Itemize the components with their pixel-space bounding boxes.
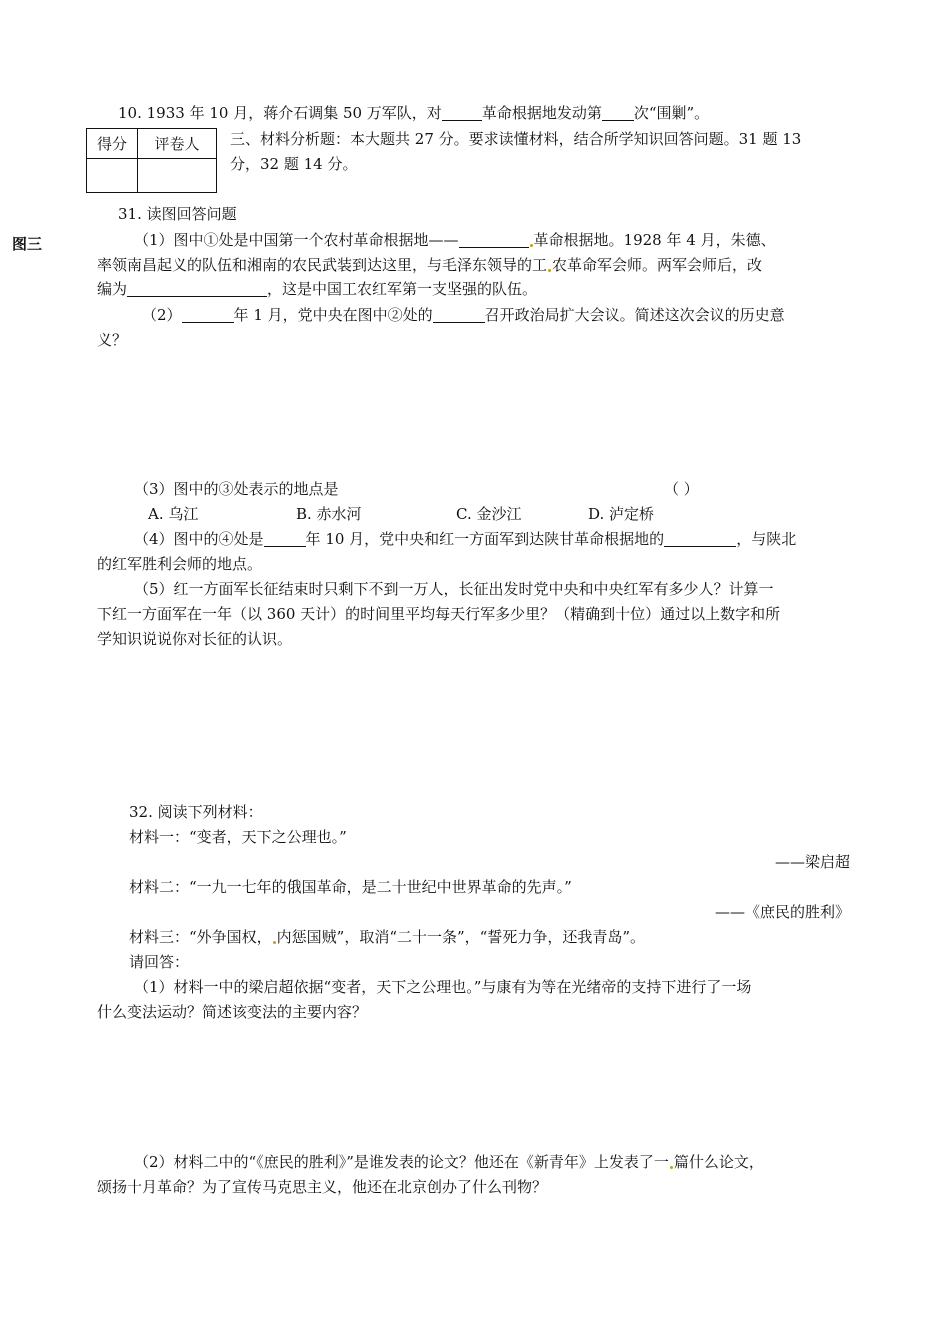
q32-q2-text-b: 篇什么论文， [673, 1153, 764, 1171]
q31-p5-line-3: 学知识说说你对长征的认识。 [97, 630, 293, 648]
q31-p4-blank-2[interactable] [664, 530, 736, 547]
q31-p4-text-a: （4）图中的④处是 [134, 530, 264, 548]
mark-dot [670, 1166, 673, 1169]
q31-p4-text-b: 年 10 月，党中央和红一方面军到达陕甘革命根据地的 [305, 530, 665, 548]
figure-label: 图三 [12, 235, 43, 253]
q10-text-c: 次“围剿”。 [633, 104, 710, 122]
q31-p4-text-c: ，与陕北 [736, 530, 797, 548]
q32-q2-text-a: （2）材料二中的“《庶民的胜利》”是谁发表的论文？他还在《新青年》上发表了一 [134, 1153, 669, 1171]
grader-header: 评卷人 [138, 129, 217, 159]
q31-p2-blank-1[interactable] [182, 306, 234, 323]
q32-material-2-source: ——《庶民的胜利》 [714, 903, 850, 921]
q31-p1-text-c: 率领南昌起义的队伍和湘南的农民武装到达这里，与毛泽东领导的工 [97, 256, 548, 274]
q31-p2-blank-2[interactable] [433, 306, 485, 323]
q31-p4-line-2: 的红军胜利会师的地点。 [97, 555, 263, 573]
q32-title: 32. 阅读下列材料： [129, 803, 263, 821]
q31-p1-blank-1[interactable] [459, 231, 529, 248]
score-table [86, 128, 217, 193]
section-3-line-2: 分，32 题 14 分。 [230, 155, 358, 173]
q31-option-d[interactable]: D. 泸定桥 [588, 505, 655, 523]
score-header: 得分 [87, 129, 138, 159]
q32-q2-line-2: 颂扬十月革命？为了宣传马克思主义，他还在北京创办了什么刊物？ [97, 1178, 548, 1196]
q10-text-a: 10. 1933 年 10 月，蒋介石调集 50 万军队，对 [118, 104, 442, 122]
q31-title: 31. 读图回答问题 [118, 205, 237, 223]
q31-p3-answer-paren[interactable]: （ ） [664, 480, 699, 498]
q31-p1-blank-2[interactable] [127, 280, 267, 297]
q32-q1-line-1: （1）材料一中的梁启超依据“变者，天下之公理也。”与康有为等在光绪帝的支持下进行了一场 [134, 978, 752, 996]
q31-option-b[interactable]: B. 赤水河 [296, 505, 362, 523]
question-10 [118, 102, 709, 124]
q31-p5-line-2: 下红一方面军在一年（以 360 天计）的时间里平均每天行军多少里？（精确到十位）通过以上数字和所 [97, 605, 781, 623]
q32-q2-line-1 [134, 1151, 764, 1173]
mark-dot [273, 941, 276, 944]
q31-p1-text-b: 革命根据地。1928 年 4 月，朱德、 [533, 231, 776, 249]
section-3-line-1: 三、材料分析题：本大题共 27 分。要求读懂材料，结合所学知识回答问题。31 题 13 [230, 130, 802, 148]
q32-ask: 请回答： [129, 953, 190, 971]
q32-q1-line-2: 什么变法运动？简述该变法的主要内容？ [97, 1003, 368, 1021]
q32-material-3 [129, 926, 645, 948]
q31-p5-line-1: （5）红一方面军长征结束时只剩下不到一万人，长征出发时党中央和中央红军有多少人？计算一 [134, 580, 774, 598]
q32-m3-text-b: 内惩国贼”，取消“二十一条”，“誓死力争，还我青岛”。 [276, 928, 646, 946]
q31-p4-blank-1[interactable] [264, 530, 306, 547]
grader-cell[interactable] [138, 159, 217, 193]
q32-m3-text-a: 材料三：“外争国权， [129, 928, 272, 946]
q32-material-1: 材料一：“变者，天下之公理也。” [129, 828, 347, 846]
q31-p1-text-f: ，这是中国工农红军第一支坚强的队伍。 [267, 280, 538, 298]
q31-p2-text-a: （2） [142, 306, 182, 324]
q31-p2-text-c: 召开政治局扩大会议。简述这次会议的历史意 [484, 306, 785, 324]
score-cell[interactable] [87, 159, 138, 193]
q31-option-a[interactable]: A. 乌江 [148, 505, 199, 523]
q10-blank-1[interactable] [442, 104, 482, 121]
q31-p1-line-1 [134, 229, 776, 251]
q31-p1-text-e: 编为 [97, 280, 128, 298]
q32-material-2: 材料二：“一九一七年的俄国革命，是二十世纪中世界革命的先声。” [129, 878, 572, 896]
q31-p4-line-1 [134, 528, 796, 550]
q31-p1-text-a: （1）图中①处是中国第一个农村革命根据地—— [134, 231, 459, 249]
mark-dot [530, 244, 533, 247]
q31-p2-line-2: 义？ [97, 331, 128, 349]
mark-dot [548, 269, 551, 272]
q10-text-b: 革命根据地发动第 [481, 104, 602, 122]
q31-p3: （3）图中的③处表示的地点是 [134, 480, 339, 498]
q31-p2-line-1 [142, 304, 785, 326]
q31-p1-line-3 [97, 278, 537, 300]
q31-p1-text-d: 农革命军会师。两军会师后，改 [552, 256, 763, 274]
q32-material-1-source: ——梁启超 [774, 853, 850, 871]
q31-option-c[interactable]: C. 金沙江 [456, 505, 522, 523]
q31-p1-line-2 [97, 254, 762, 276]
q10-blank-2[interactable] [602, 104, 634, 121]
q31-p2-text-b: 年 1 月，党中央在图中②处的 [233, 306, 433, 324]
